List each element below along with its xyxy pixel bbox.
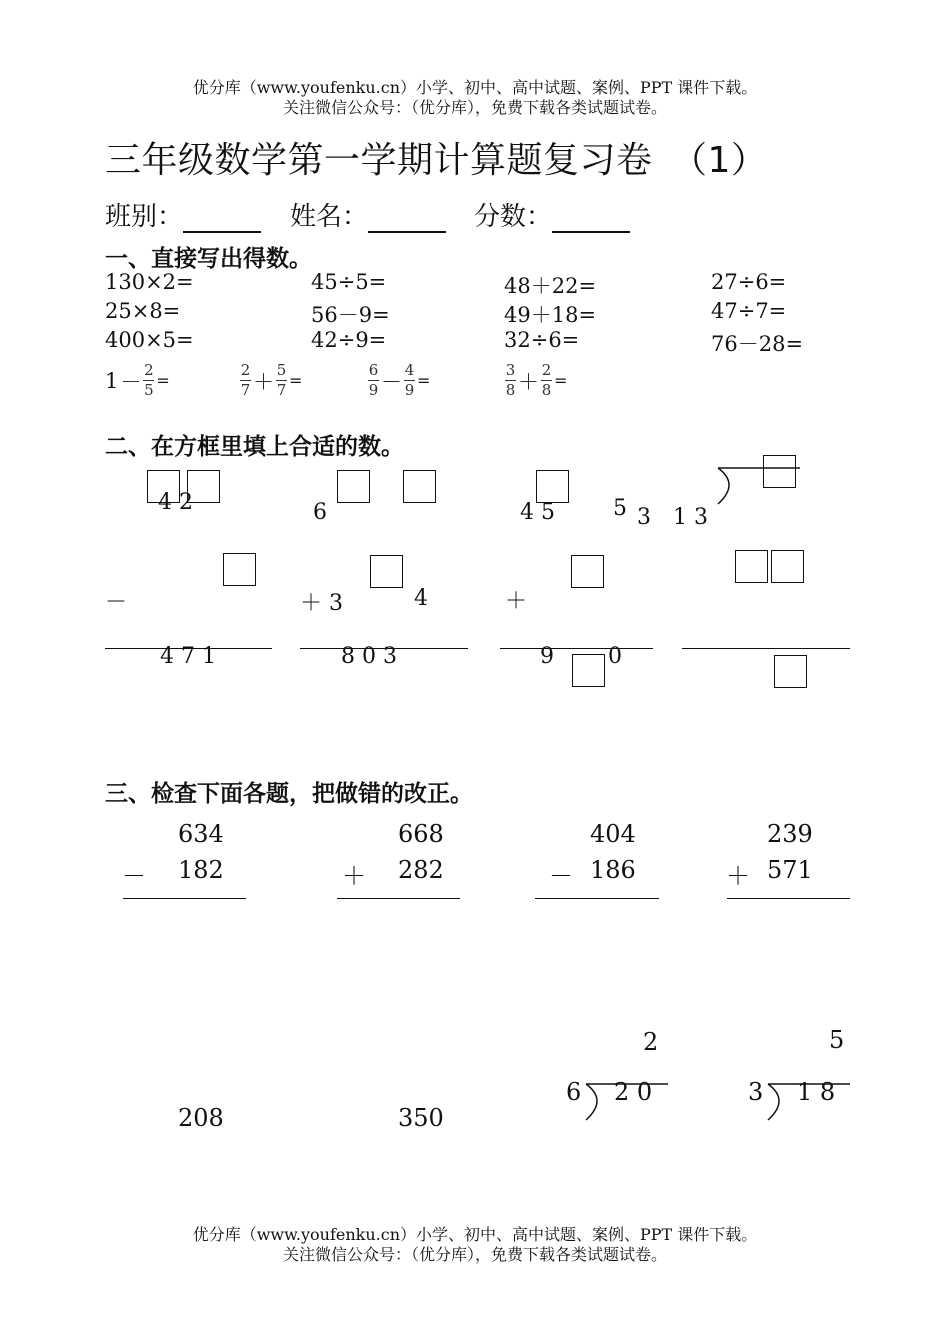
puzzle2-result: 8 0 3 xyxy=(341,644,397,669)
problem-bottom-number: 182 xyxy=(178,856,224,884)
puzzle3-line xyxy=(500,648,653,649)
puzzle2-top-digit: 6 xyxy=(313,500,327,525)
calc-item: 400×5= xyxy=(105,328,194,352)
header-line-1: 优分库（www.youfenku.cn）小学、初中、高中试题、案例、PPT 课件下载。 xyxy=(192,78,758,97)
division-divisor: 3 xyxy=(748,1078,764,1106)
problem-line xyxy=(123,898,246,899)
fraction: $\frac{2}{5}$ xyxy=(144,361,154,399)
answer-box[interactable] xyxy=(572,654,605,687)
calc-item: 45÷5= xyxy=(311,270,387,294)
calc-item: 25×8= xyxy=(105,299,181,323)
problem-bottom-number: 282 xyxy=(398,856,444,884)
page-title: 三年级数学第一学期计算题复习卷 （1） xyxy=(105,140,768,181)
section2-heading: 二、在方框里填上合适的数。 xyxy=(105,434,404,460)
division-dividend: 1 8 xyxy=(797,1078,836,1106)
division-dividend: 2 0 xyxy=(614,1078,653,1106)
calc-item: 48＋22= xyxy=(504,274,597,298)
score-label: 分数： xyxy=(474,202,553,232)
problem-operator: － xyxy=(122,862,146,890)
problem-top-number: 668 xyxy=(398,820,444,848)
name-label: 姓名： xyxy=(290,202,369,232)
calc-item: 32÷6= xyxy=(504,328,580,352)
calc-item: 56－9= xyxy=(311,303,390,327)
score-field xyxy=(474,196,630,233)
name-blank[interactable] xyxy=(368,205,446,233)
division-quotient: 5 xyxy=(829,1026,845,1054)
problem-operator: ＋ xyxy=(342,862,366,890)
problem-top-number: 239 xyxy=(767,820,813,848)
problem-bottom-number: 186 xyxy=(590,856,636,884)
name-field xyxy=(290,196,446,233)
fraction-item: $\frac{2}{7}$ ＋ $\frac{5}{7}$ = xyxy=(240,361,303,399)
puzzle3-operator: ＋ xyxy=(505,589,528,614)
given-answer: 208 xyxy=(178,1104,224,1132)
calc-item: 47÷7= xyxy=(711,299,787,323)
header-line-2: 关注微信公众号：（优分库），免费下载各类试题试卷。 xyxy=(282,98,667,117)
class-label: 班别： xyxy=(105,202,184,232)
puzzle1-top-digits: 4 2 xyxy=(158,490,193,515)
puzzle1-operator: － xyxy=(105,590,128,615)
calc-item: 49＋18= xyxy=(504,303,597,327)
fraction: $\frac{2}{7}$ xyxy=(240,361,251,399)
answer-box[interactable] xyxy=(403,470,436,503)
calc-item: 130×2= xyxy=(105,270,194,294)
problem-top-number: 404 xyxy=(590,820,636,848)
calc-item: 27÷6= xyxy=(711,270,787,294)
fraction: $\frac{3}{8}$ xyxy=(505,361,516,399)
puzzle1-result: 4 7 1 xyxy=(160,644,216,669)
answer-box[interactable] xyxy=(337,470,370,503)
problem-operator: ＋ xyxy=(726,862,750,890)
puzzle3-top-digits: 4 5 xyxy=(520,500,555,525)
answer-box[interactable] xyxy=(223,553,256,586)
answer-box[interactable] xyxy=(763,455,796,488)
section1-heading: 一、直接写出得数。 xyxy=(105,246,312,272)
score-blank[interactable] xyxy=(552,205,630,233)
answer-box[interactable] xyxy=(771,550,804,583)
class-field xyxy=(105,196,261,233)
footer-line-1: 优分库（www.youfenku.cn）小学、初中、高中试题、案例、PPT 课件下载。 xyxy=(192,1225,758,1244)
answer-box[interactable] xyxy=(370,555,403,588)
problem-line xyxy=(727,898,850,899)
fraction-item: $\frac{6}{9}$ － $\frac{4}{9}$ = xyxy=(368,361,431,399)
class-blank[interactable] xyxy=(183,205,261,233)
problem-bottom-number: 571 xyxy=(767,856,813,884)
division-bracket xyxy=(764,1080,854,1124)
puzzle4-dividend: 3 1 3 xyxy=(637,505,708,530)
fraction: $\frac{6}{9}$ xyxy=(368,361,379,399)
problem-line xyxy=(337,898,460,899)
answer-box[interactable] xyxy=(774,655,807,688)
fraction-item: $\frac{3}{8}$ ＋ $\frac{2}{8}$ = xyxy=(505,361,568,399)
answer-box[interactable] xyxy=(735,550,768,583)
puzzle4-line xyxy=(682,648,850,649)
puzzle2-mid-digit: 4 xyxy=(414,586,428,611)
division-quotient: 2 xyxy=(643,1028,659,1056)
answer-box[interactable] xyxy=(536,470,569,503)
calc-item: 42÷9= xyxy=(311,328,387,352)
footer-line-2: 关注微信公众号：（优分库），免费下载各类试题试卷。 xyxy=(282,1245,667,1264)
division-bracket xyxy=(582,1080,672,1124)
answer-box[interactable] xyxy=(571,555,604,588)
division-divisor: 6 xyxy=(566,1078,582,1106)
fraction: $\frac{2}{8}$ xyxy=(541,361,552,399)
fraction-item: 1 － $\frac{2}{5}$ = xyxy=(105,361,170,399)
puzzle3-result-digit: 9 xyxy=(540,644,554,669)
puzzle3-result-digit: 0 xyxy=(608,644,622,669)
problem-line xyxy=(535,898,659,899)
section3-heading: 三、检查下面各题，把做错的改正。 xyxy=(105,781,473,807)
puzzle2-operator: ＋ 3 xyxy=(300,591,343,616)
given-answer: 350 xyxy=(398,1104,444,1132)
problem-operator: － xyxy=(549,862,573,890)
problem-top-number: 634 xyxy=(178,820,224,848)
fraction: $\frac{4}{9}$ xyxy=(404,361,415,399)
calc-item: 76－28= xyxy=(711,332,804,356)
fraction: $\frac{5}{7}$ xyxy=(276,361,287,399)
puzzle4-divisor: 5 xyxy=(613,496,627,521)
